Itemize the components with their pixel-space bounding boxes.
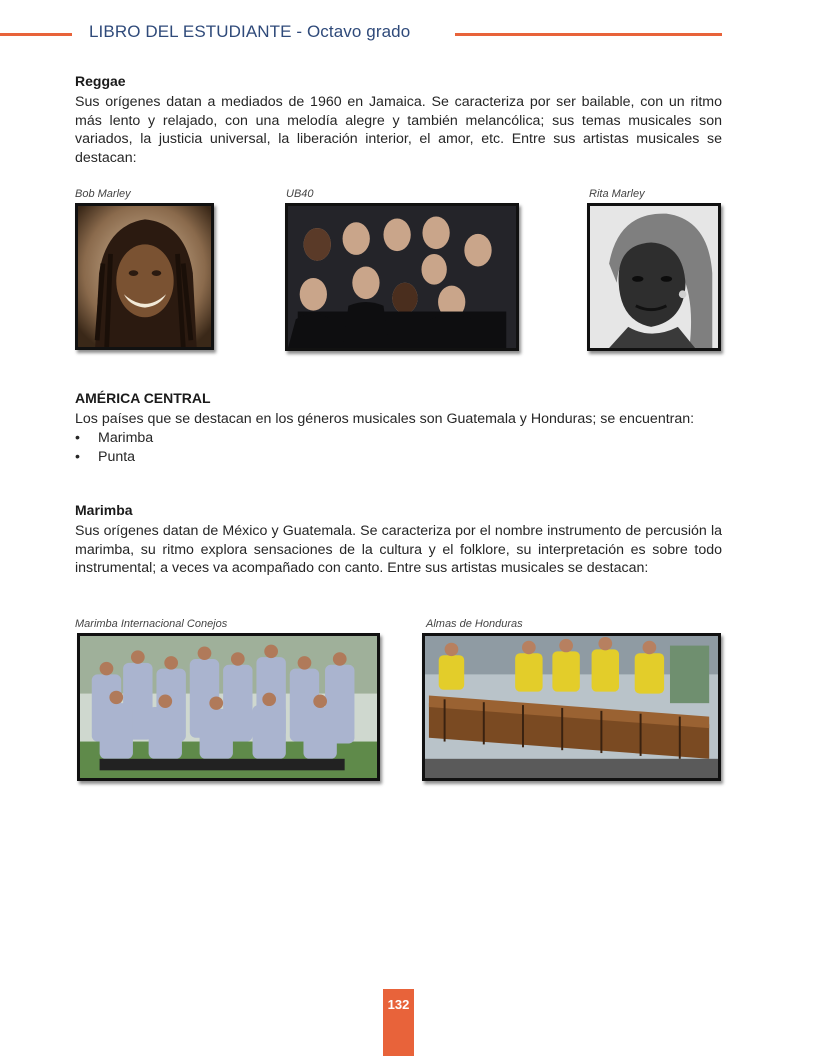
bullet-marker: • [75, 448, 80, 465]
america-central-section [75, 389, 722, 467]
photo-rita-marley [587, 203, 721, 351]
marimba-section [75, 501, 722, 578]
marimba-paragraph: Sus orígenes datan de México y Guatemala. Se caracteriza por el nombre instrumento de percusión la marimba, su ritmo explora sensaciones de la cultura y el folklore, su interpretación es sobre todo instrumental; a veces va acompañado con canto. Entre sus artistas musicales se destacan: [75, 523, 722, 576]
caption-marimba-internacional-conejos: Marimba Internacional Conejos [75, 618, 228, 630]
photo-almas-de-honduras [422, 633, 721, 781]
america-central-heading: AMÉRICA CENTRAL [75, 390, 211, 406]
header-rule-left [0, 33, 72, 36]
page-number: 132 [387, 997, 410, 1012]
bullet-marker: • [75, 429, 80, 446]
reggae-section [75, 72, 722, 167]
photo-ub40 [285, 203, 519, 351]
page-header-title: LIBRO DEL ESTUDIANTE - Octavo grado [89, 22, 411, 41]
photo-bob-marley [75, 203, 214, 350]
list-item [75, 448, 722, 467]
list-item-label: Marimba [98, 429, 154, 446]
marimba-heading: Marimba [75, 502, 133, 518]
photo-marimba-internacional-conejos [77, 633, 380, 781]
caption-rita-marley: Rita Marley [589, 188, 645, 200]
reggae-heading: Reggae [75, 73, 126, 89]
genre-list [75, 429, 722, 467]
caption-bob-marley: Bob Marley [75, 188, 131, 200]
caption-ub40: UB40 [286, 188, 314, 200]
reggae-paragraph: Sus orígenes datan a mediados de 1960 en Jamaica. Se caracteriza por ser bailable, con un ritmo más lento y relajado, con una melodía alegre y también melancólica; sus temas musicales son variados, la justicia universal, la liberación interior, el amor, etc. Entre sus artistas musicales se destacan: [75, 94, 722, 166]
caption-almas-de-honduras: Almas de Honduras [426, 618, 523, 630]
america-central-paragraph: Los países que se destacan en los géneros musicales son Guatemala y Honduras; se encuentran: [75, 411, 695, 427]
list-item-label: Punta [98, 448, 136, 465]
header-rule-right [455, 33, 722, 36]
list-item [75, 429, 722, 448]
